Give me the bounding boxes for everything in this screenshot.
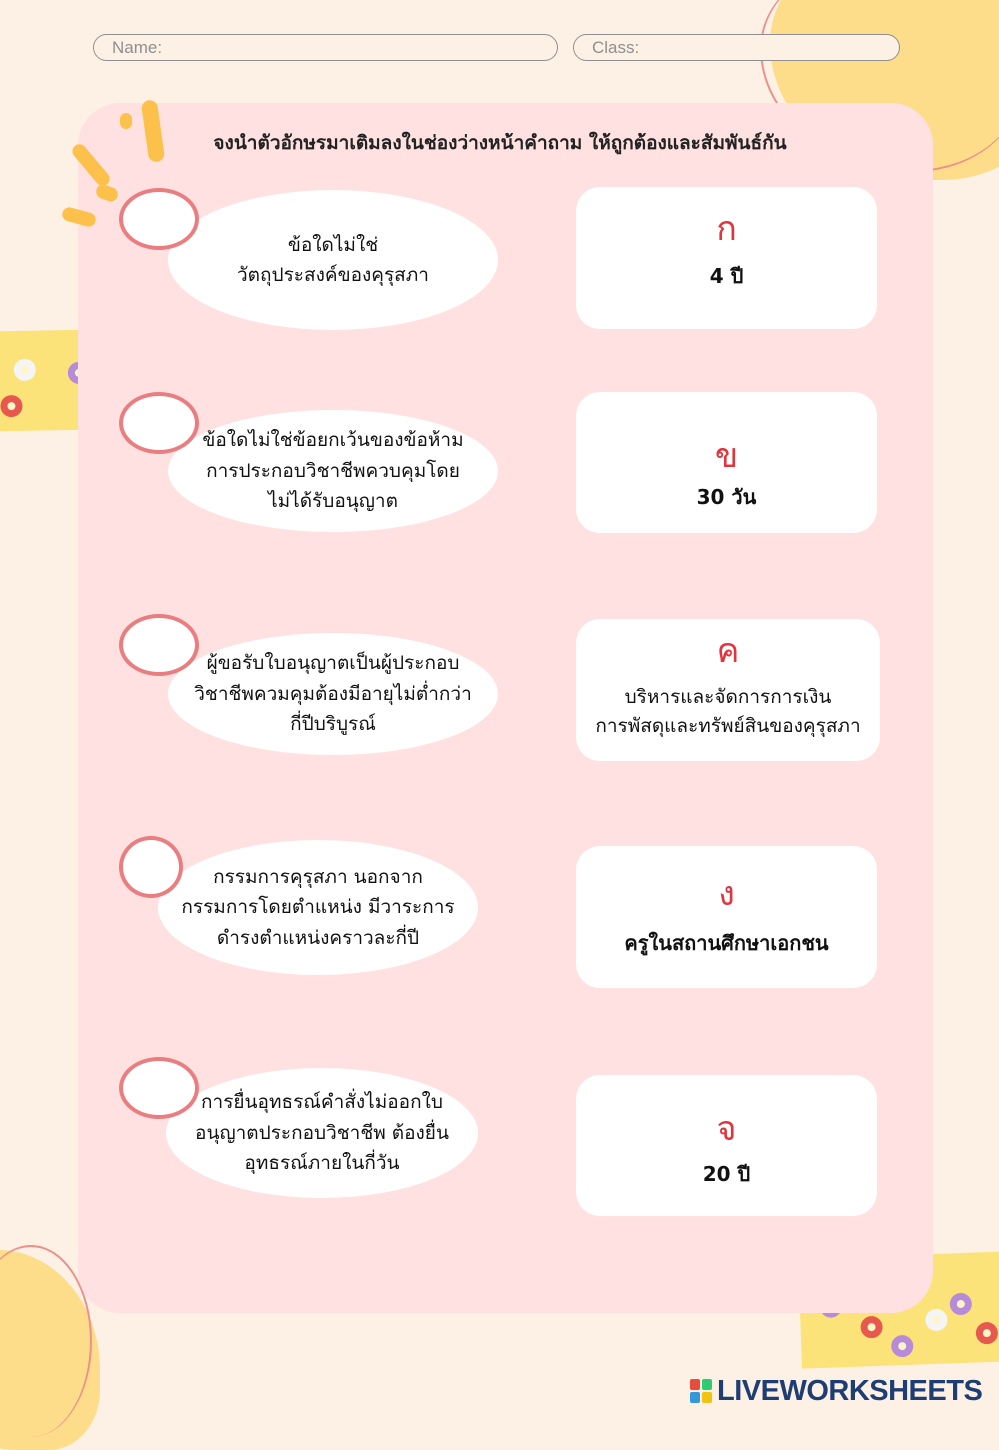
question-3-line-3: กี่ปีบริบูรณ์ — [290, 713, 376, 736]
question-3-line-1: ผู้ขอรับใบอนุญาตเป็นผู้ประกอบ — [206, 652, 460, 675]
answer-option-3-line-1: บริหารและจัดการการเงิน — [624, 686, 832, 708]
answer-option-4-letter: ง — [718, 874, 735, 914]
question-4-line-1: กรรมการคุรุสภา นอกจาก — [213, 865, 423, 888]
answer-input-4[interactable] — [119, 836, 183, 898]
answer-option-3 — [576, 619, 880, 761]
answer-option-5 — [576, 1075, 877, 1216]
question-5-line-2: อนุญาตประกอบวิชาชีพ ต้องยื่น — [195, 1121, 449, 1144]
answer-option-2 — [576, 392, 877, 533]
liveworksheets-logo[interactable] — [690, 1374, 990, 1408]
answer-option-5-letter: จ — [716, 1109, 737, 1149]
question-4-line-2: กรรมการโดยตำแหน่ง มีวาระการ — [181, 896, 455, 919]
answer-option-1-letter: ก — [716, 209, 737, 249]
answer-option-3-line-2: การพัสดุและทรัพย์สินของคุรุสภา — [595, 715, 861, 738]
question-5-line-1: การยื่นอุทธรณ์คำสั่งไม่ออกใบ — [201, 1091, 443, 1114]
question-1-line-2: วัตถุประสงค์ของคุรุสภา — [237, 264, 429, 286]
instruction-text: จงนำตัวอักษรมาเติมลงในช่องว่างหน้าคำถาม ให้ถูกต้องและสัมพันธ์กัน — [213, 132, 787, 154]
answer-option-4 — [576, 846, 877, 988]
question-2 — [168, 410, 498, 532]
answer-input-5[interactable] — [119, 1057, 199, 1119]
answer-input-3[interactable] — [119, 614, 199, 676]
class-field[interactable]: Class: — [573, 34, 900, 61]
name-field[interactable]: Name: — [93, 34, 558, 61]
question-2-line-3: ไม่ได้รับอนุญาต — [268, 490, 398, 513]
question-2-line-1: ข้อใดไม่ใช่ข้อยกเว้นของข้อห้าม — [202, 429, 464, 452]
answer-option-4-text: ครูในสถานศึกษาเอกชน — [624, 931, 829, 955]
question-3 — [168, 633, 498, 755]
answer-input-1[interactable] — [119, 188, 199, 250]
answer-option-5-text: 20 ปี — [702, 1162, 751, 1186]
question-5 — [166, 1068, 478, 1198]
answer-option-1 — [576, 187, 877, 329]
question-1 — [168, 190, 498, 330]
question-4 — [158, 840, 478, 975]
answer-option-1-text: 4 ปี — [709, 264, 744, 288]
question-2-line-2: การประกอบวิชาชีพควบคุมโดย — [206, 459, 460, 482]
answer-input-2[interactable] — [119, 392, 199, 454]
answer-option-3-letter: ค — [716, 631, 740, 671]
question-5-line-3: อุทธรณ์ภายในกี่วัน — [244, 1152, 400, 1175]
answer-option-2-letter: ข — [714, 436, 739, 476]
question-3-line-2: วิชาชีพควมคุมต้องมีอายุไม่ต่ำกว่า — [194, 682, 472, 705]
question-4-line-3: ดำรงตำแหน่งคราวละกี่ปี — [216, 926, 420, 949]
liveworksheets-icon — [690, 1379, 712, 1403]
question-1-line-1: ข้อใดไม่ใช่ — [287, 233, 379, 256]
brand-text: LIVEWORKSHEETS — [717, 1374, 983, 1407]
answer-option-2-text: 30 วัน — [696, 485, 757, 509]
